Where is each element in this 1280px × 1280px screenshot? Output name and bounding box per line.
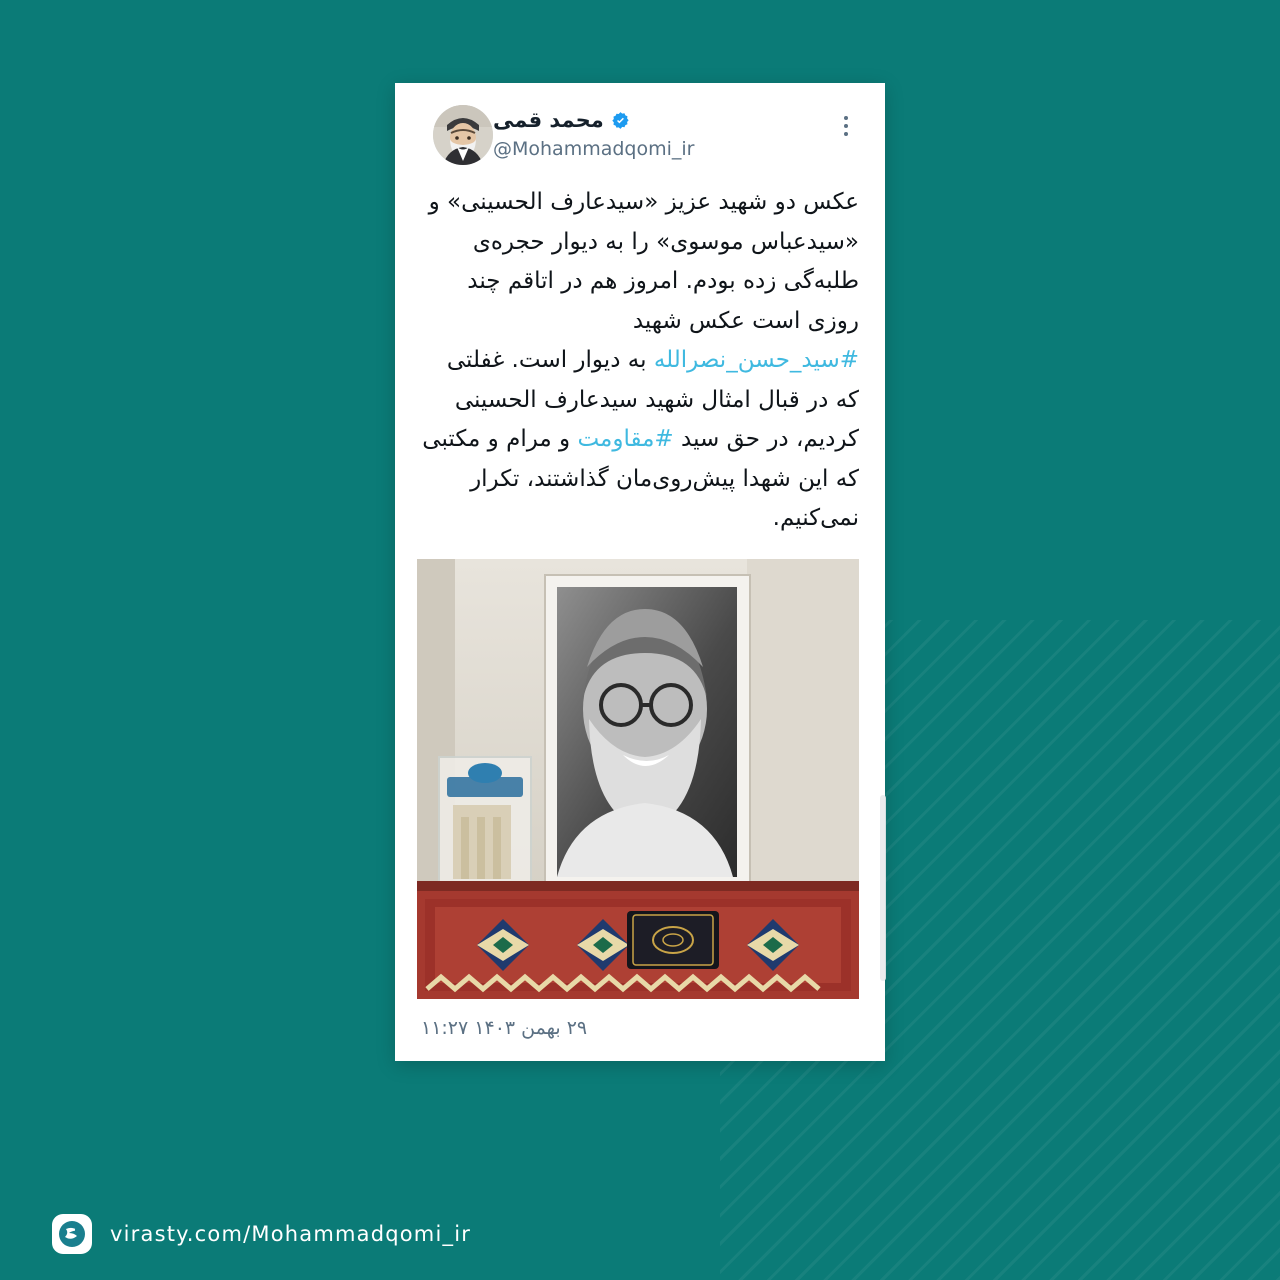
author-handle: @Mohammadqomi_ir: [493, 138, 695, 161]
author-name-line: [493, 108, 630, 133]
tweet-media-image[interactable]: [417, 559, 859, 999]
footer-bar: [0, 1212, 1280, 1256]
tweet-timestamp: ۲۹ بهمن ۱۴۰۳ ۱۱:۲۷: [421, 1016, 588, 1039]
tweet-header: [421, 105, 859, 165]
page-scrollbar[interactable]: [880, 795, 886, 981]
author-name-block: [493, 105, 833, 160]
tweet-card: [395, 83, 885, 1061]
tweet-text-segment: به دیوار است. غفلتی که در قبال امثال شهید سیدعارف الحسینی کردیم، در حق سید: [446, 347, 859, 453]
avatar: [433, 105, 493, 165]
tweet-text-segment: و مرام و مکتبی که این شهدا پیش‌روی‌مان گذاشتند، تکرار نمی‌کنیم.: [422, 426, 859, 532]
tweet-body-text: [421, 183, 859, 539]
hashtag-link[interactable]: #سید_حسن_نصرالله: [653, 347, 859, 374]
tweet-text-segment: عکس دو شهید عزیز «سیدعارف الحسینی» و «سیدعباس موسوی» را به دیوار حجره‌ی طلبه‌گی زده بودم. امروز هم در اتاقم چند روزی است عکس شهید: [428, 189, 859, 334]
verified-badge-icon: [611, 111, 630, 130]
virasty-logo-icon[interactable]: [52, 1214, 92, 1254]
tweet-card-inner: [395, 83, 885, 1061]
more-vertical-icon[interactable]: [833, 109, 859, 143]
author-display-name: محمد قمی: [493, 108, 604, 132]
footer-source-url[interactable]: virasty.com/Mohammadqomi_ir: [110, 1222, 472, 1246]
hashtag-link[interactable]: #مقاومت: [577, 426, 674, 453]
